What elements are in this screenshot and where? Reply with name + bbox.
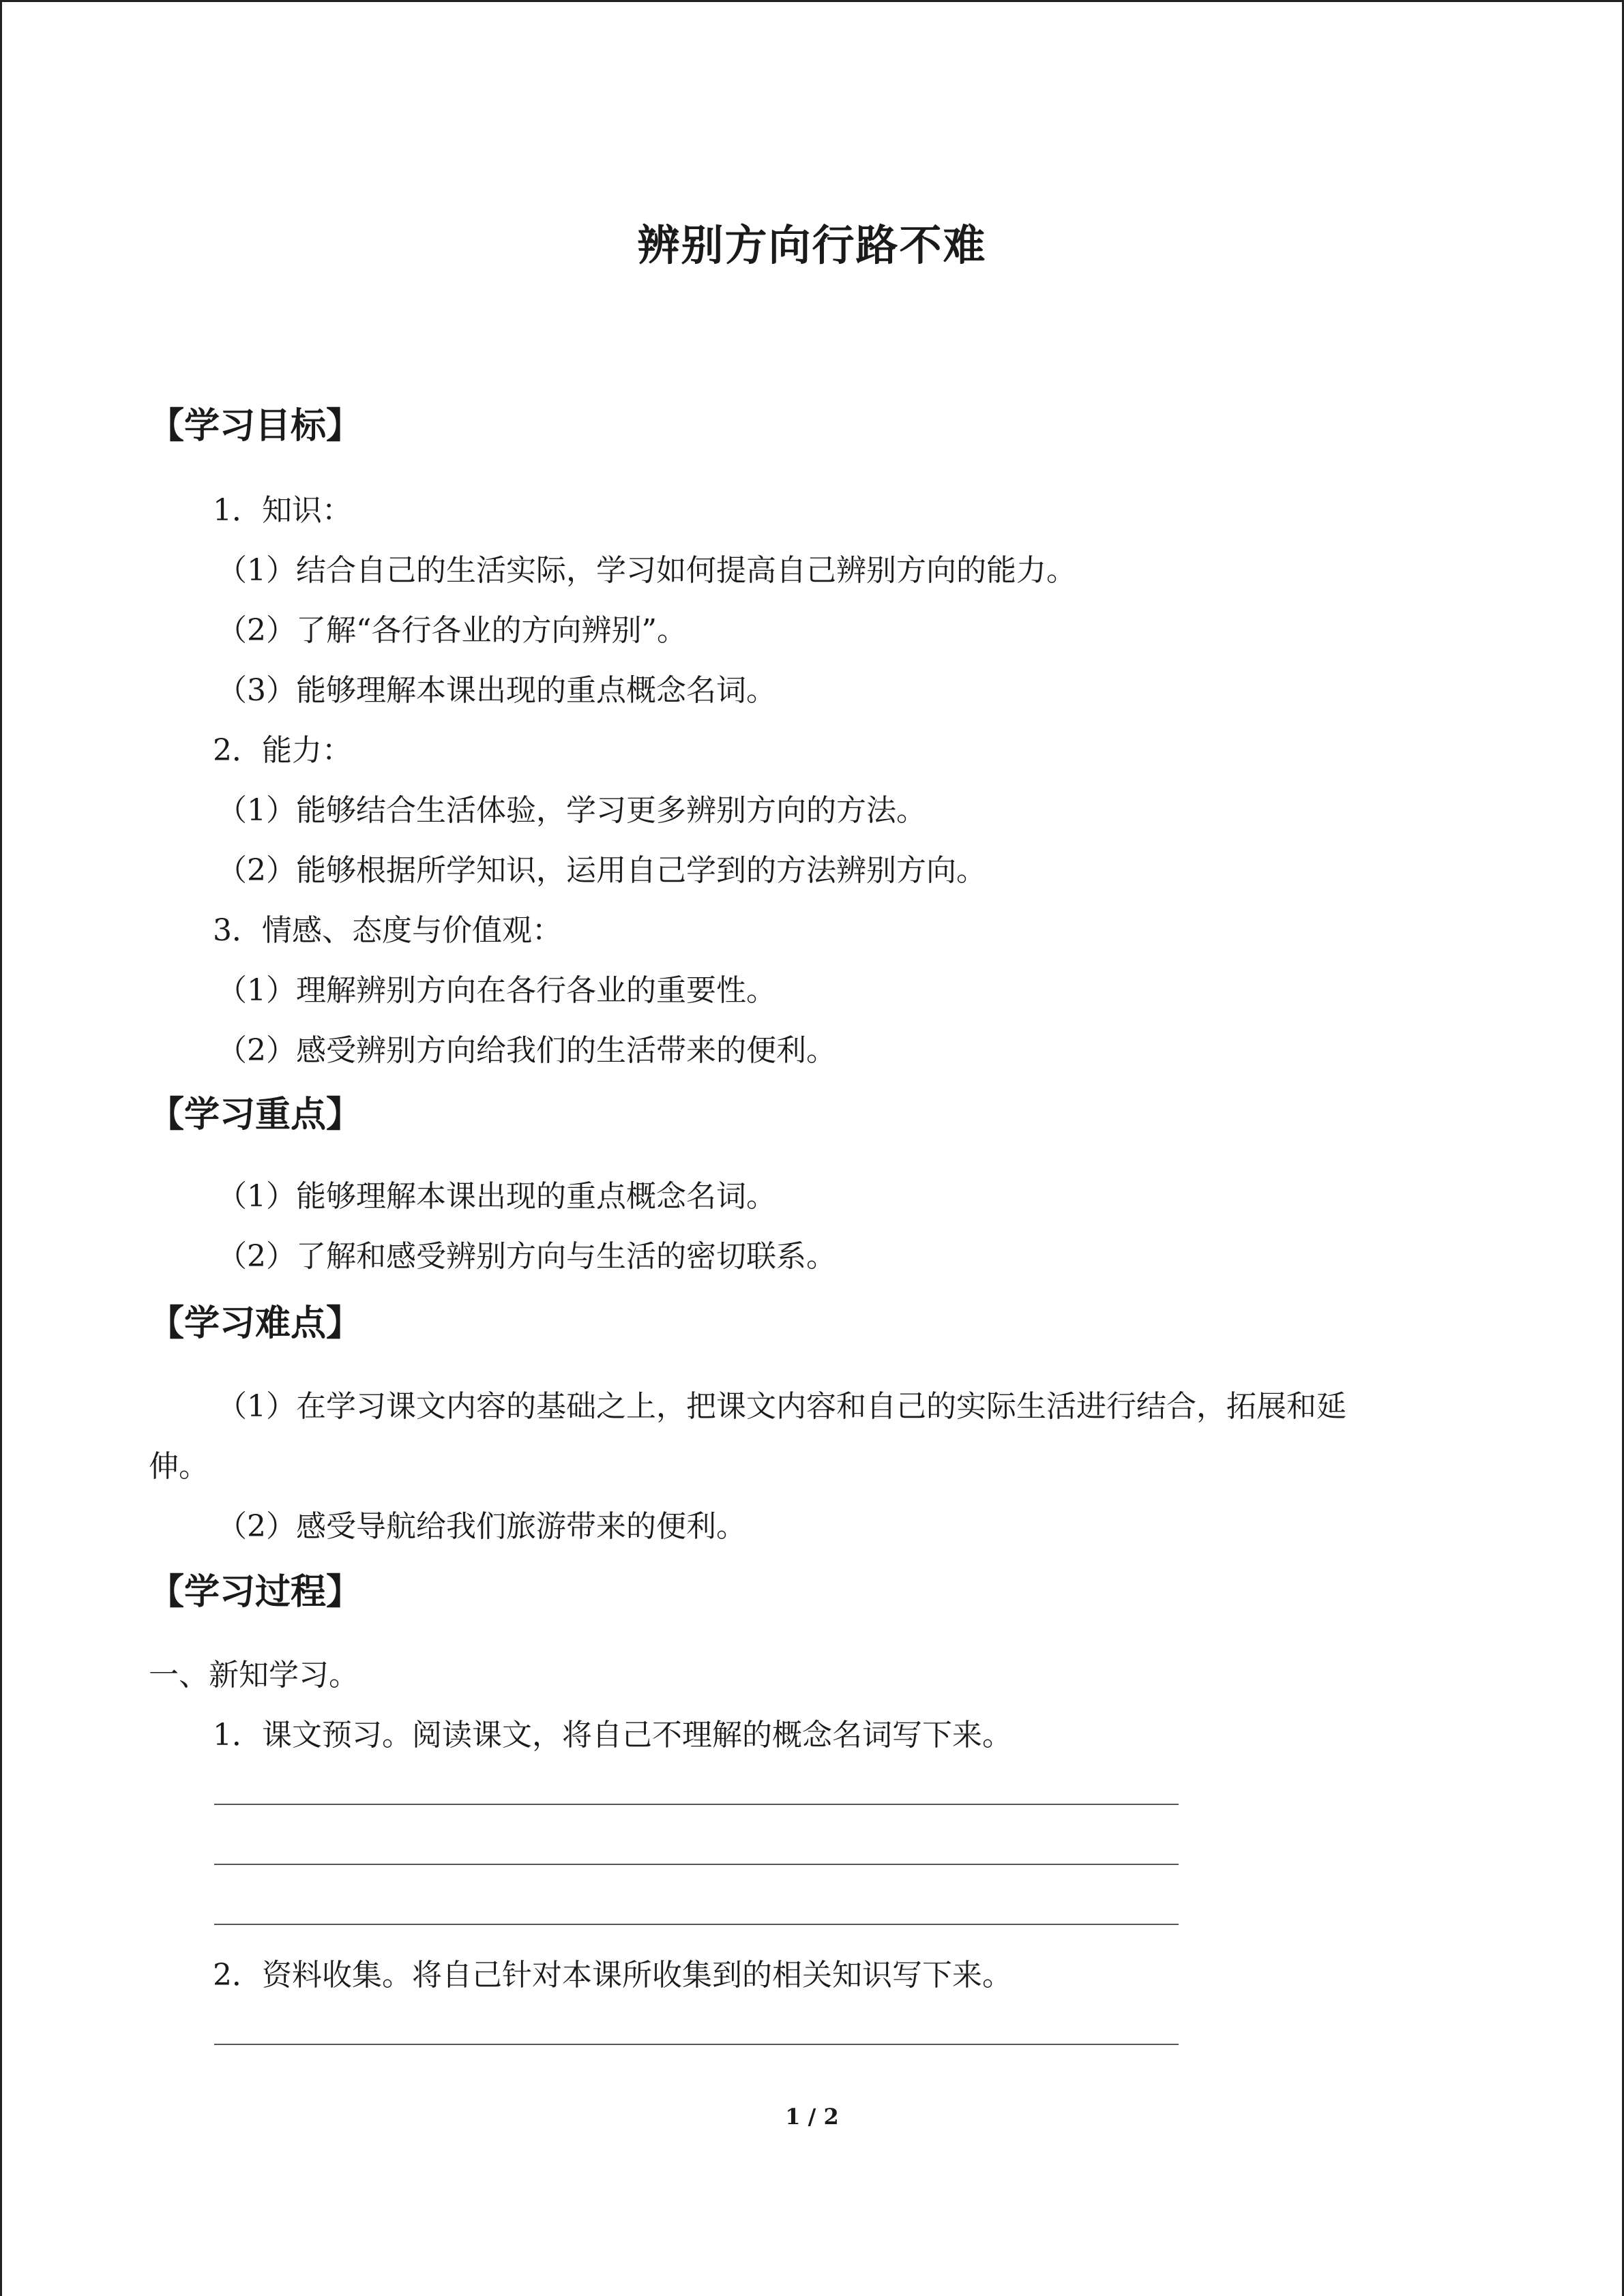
knowledge-item: （2）了解“各行各业的方向辨别”。 (217, 613, 687, 648)
process-task: 2．资料收集。将自己针对本课所收集到的相关知识写下来。 (213, 1958, 1012, 1993)
answer-line (214, 1804, 1179, 1805)
difficulty-item-line1: （1）在学习课文内容的基础之上，把课文内容和自己的实际生活进行结合，拓展和延 (217, 1389, 1346, 1424)
answer-line (214, 2044, 1179, 2045)
key-points-heading: 【学习重点】 (149, 1094, 362, 1135)
objectives-heading: 【学习目标】 (149, 406, 362, 447)
answer-line (214, 1864, 1179, 1865)
answer-line (214, 1924, 1179, 1925)
process-heading: 【学习过程】 (149, 1572, 362, 1613)
ability-item: （2）能够根据所学知识，运用自己学到的方法辨别方向。 (217, 853, 986, 888)
key-point-item: （2）了解和感受辨别方向与生活的密切联系。 (217, 1239, 836, 1274)
ability-item: （1）能够结合生活体验，学习更多辨别方向的方法。 (217, 793, 926, 828)
knowledge-item: （1）结合自己的生活实际，学习如何提高自己辨别方向的能力。 (217, 553, 1076, 588)
difficulty-item-line2: 伸。 (149, 1449, 209, 1484)
page-number: 1 / 2 (785, 2104, 839, 2130)
process-section-title: 一、新知学习。 (149, 1658, 359, 1693)
emotion-item: （2）感受辨别方向给我们的生活带来的便利。 (217, 1033, 836, 1068)
difficulties-heading: 【学习难点】 (149, 1303, 362, 1344)
process-task: 1．课文预习。阅读课文，将自己不理解的概念名词写下来。 (213, 1718, 1012, 1753)
emotion-label: 3．情感、态度与价值观： (213, 913, 562, 948)
page-title: 辨别方向行路不难 (637, 220, 987, 270)
key-point-item: （1）能够理解本课出现的重点概念名词。 (217, 1179, 776, 1214)
difficulty-item: （2）感受导航给我们旅游带来的便利。 (217, 1509, 746, 1544)
knowledge-label: 1．知识： (213, 493, 352, 528)
knowledge-item: （3）能够理解本课出现的重点概念名词。 (217, 673, 776, 708)
ability-label: 2．能力： (213, 733, 352, 768)
emotion-item: （1）理解辨别方向在各行各业的重要性。 (217, 973, 776, 1008)
